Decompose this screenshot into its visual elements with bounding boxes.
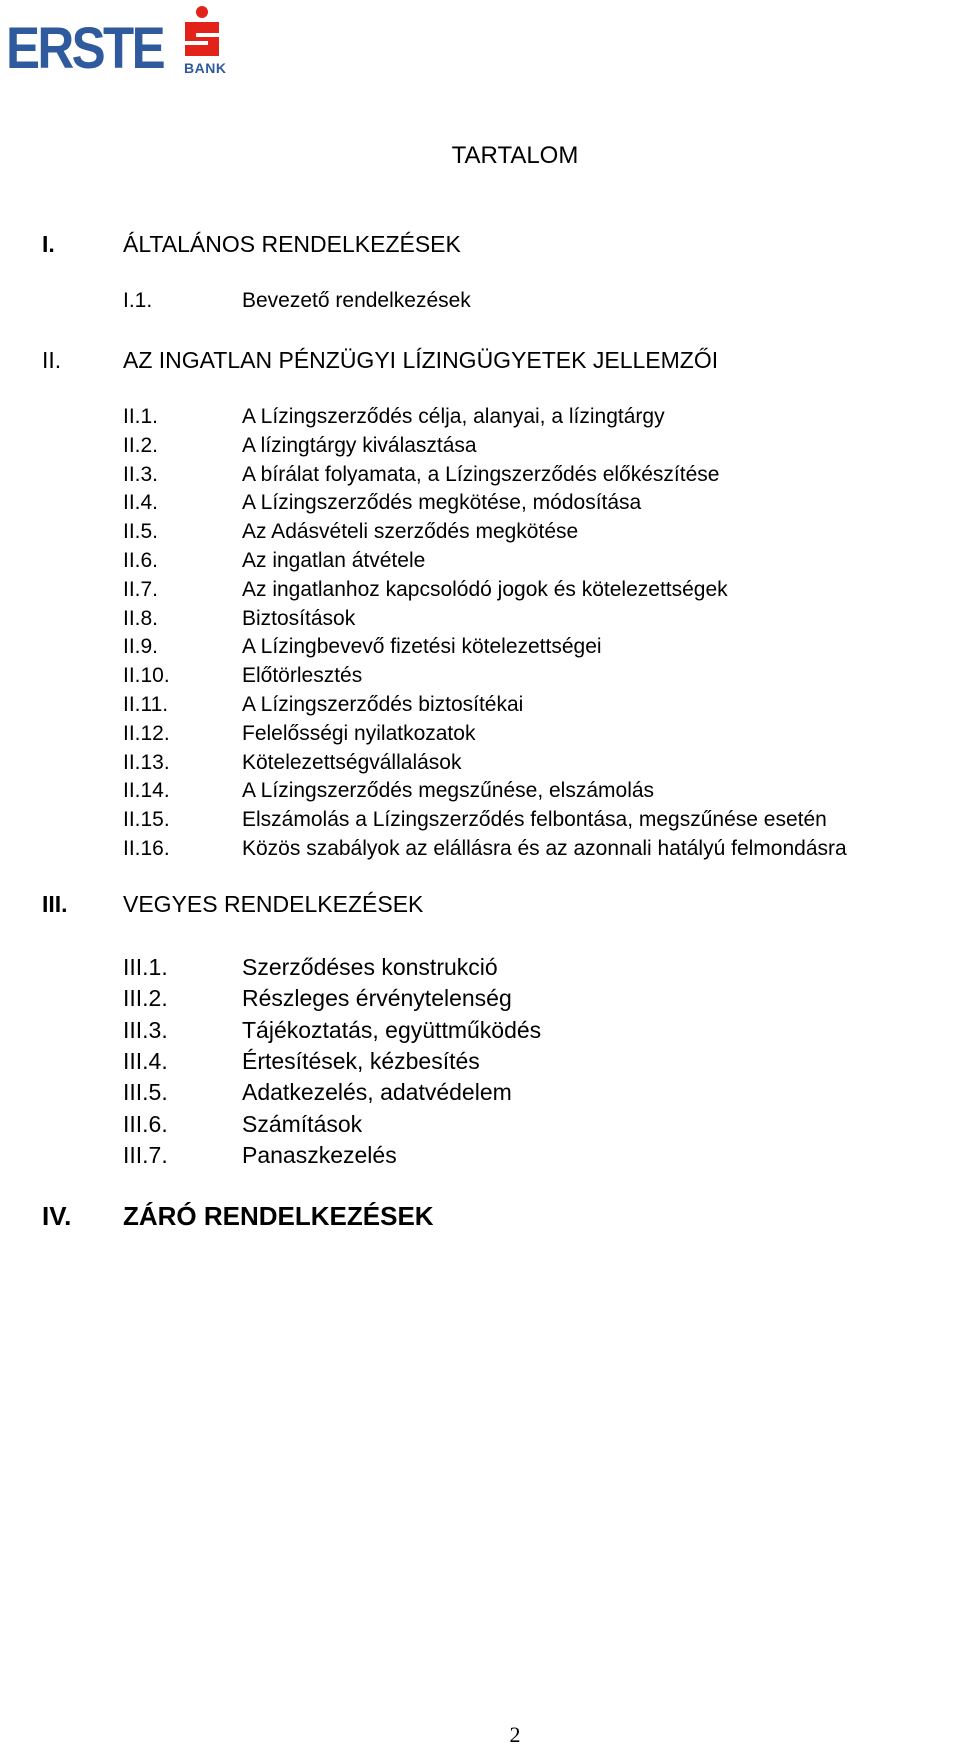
item-number: III.5. bbox=[123, 1079, 168, 1106]
item-number: III.2. bbox=[123, 985, 168, 1012]
item-title: A bírálat folyamata, a Lízingszerződés előkészítése bbox=[242, 462, 720, 486]
item-number: II.2. bbox=[123, 433, 159, 457]
item-title: Számítások bbox=[242, 1110, 363, 1137]
item-number: II.14. bbox=[123, 779, 170, 803]
item-number: II.7. bbox=[123, 577, 159, 601]
erste-bank-logo bbox=[6, 6, 227, 81]
section-title: VEGYES RENDELKEZÉSEK bbox=[123, 891, 424, 917]
toc-title: TARTALOM bbox=[451, 142, 579, 169]
item-title: A Lízingbevevő fizetési kötelezettségei bbox=[242, 635, 602, 659]
item-number: II.12. bbox=[123, 721, 170, 745]
item-number: III.3. bbox=[123, 1016, 168, 1043]
item-number: II.10. bbox=[123, 664, 170, 688]
item-title: Tájékoztatás, együttműködés bbox=[242, 1016, 542, 1043]
item-number: II.8. bbox=[123, 606, 159, 630]
item-number: III.6. bbox=[123, 1110, 168, 1137]
section-number: II. bbox=[42, 347, 62, 373]
item-title: Biztosítások bbox=[242, 606, 356, 630]
section-title: ÁLTALÁNOS RENDELKEZÉSEK bbox=[123, 231, 461, 257]
item-title: Értesítések, kézbesítés bbox=[242, 1047, 480, 1074]
item-title: Az Adásvételi szerződés megkötése bbox=[242, 520, 579, 544]
item-number: II.11. bbox=[123, 693, 169, 716]
item-title: Közös szabályok az elállásra és az azonnali hatályú felmondásra bbox=[242, 837, 847, 860]
item-title: Részleges érvénytelenség bbox=[242, 985, 512, 1012]
item-title: Adatkezelés, adatvédelem bbox=[242, 1079, 512, 1106]
item-number: III.1. bbox=[123, 954, 168, 980]
item-title: Előtörlesztés bbox=[242, 664, 363, 688]
item-title: A Lízingszerződés megszűnése, elszámolás bbox=[242, 779, 655, 803]
item-title: A lízingtárgy kiválasztása bbox=[242, 433, 477, 457]
item-number: II.16. bbox=[123, 837, 170, 860]
item-title: Kötelezettségvállalások bbox=[242, 750, 462, 774]
item-number: II.5. bbox=[123, 520, 159, 544]
item-number: I.1. bbox=[123, 289, 153, 312]
logo-wordmark: ERSTE bbox=[6, 16, 163, 81]
item-title: Az ingatlan átvétele bbox=[242, 549, 426, 572]
item-number: II.1. bbox=[123, 405, 159, 428]
logo-bank-text: BANK bbox=[184, 60, 227, 76]
item-title: Felelősségi nyilatkozatok bbox=[242, 721, 476, 745]
item-title: Szerződéses konstrukció bbox=[242, 954, 498, 980]
item-title: A Lízingszerződés megkötése, módosítása bbox=[242, 491, 642, 515]
item-title: Az ingatlanhoz kapcsolódó jogok és kötelezettségek bbox=[242, 577, 728, 601]
erste-s-mark-icon bbox=[182, 6, 222, 56]
item-title: Elszámolás a Lízingszerződés felbontása, megszűnése esetén bbox=[242, 808, 827, 832]
item-number: II.15. bbox=[123, 808, 170, 832]
item-title: Bevezető rendelkezések bbox=[242, 289, 471, 312]
section-number: III. bbox=[42, 891, 68, 917]
section-title: AZ INGATLAN PÉNZÜGYI LÍZINGÜGYETEK JELLEMZŐI bbox=[123, 347, 719, 373]
page-number: 2 bbox=[509, 1722, 521, 1747]
item-number: III.7. bbox=[123, 1141, 168, 1168]
item-number: II.4. bbox=[123, 491, 159, 515]
item-number: II.9. bbox=[123, 635, 159, 659]
section-title: ZÁRÓ RENDELKEZÉSEK bbox=[123, 1201, 434, 1231]
item-number: II.6. bbox=[123, 549, 159, 572]
section-number: IV. bbox=[42, 1201, 72, 1231]
item-title: A Lízingszerződés célja, alanyai, a lízingtárgy bbox=[242, 405, 665, 428]
item-number: II.3. bbox=[123, 462, 159, 486]
section-number: I. bbox=[42, 231, 55, 257]
item-number: II.13. bbox=[123, 750, 170, 774]
item-number: III.4. bbox=[123, 1047, 168, 1074]
item-title: Panaszkezelés bbox=[242, 1141, 397, 1168]
item-title: A Lízingszerződés biztosítékai bbox=[242, 693, 524, 716]
